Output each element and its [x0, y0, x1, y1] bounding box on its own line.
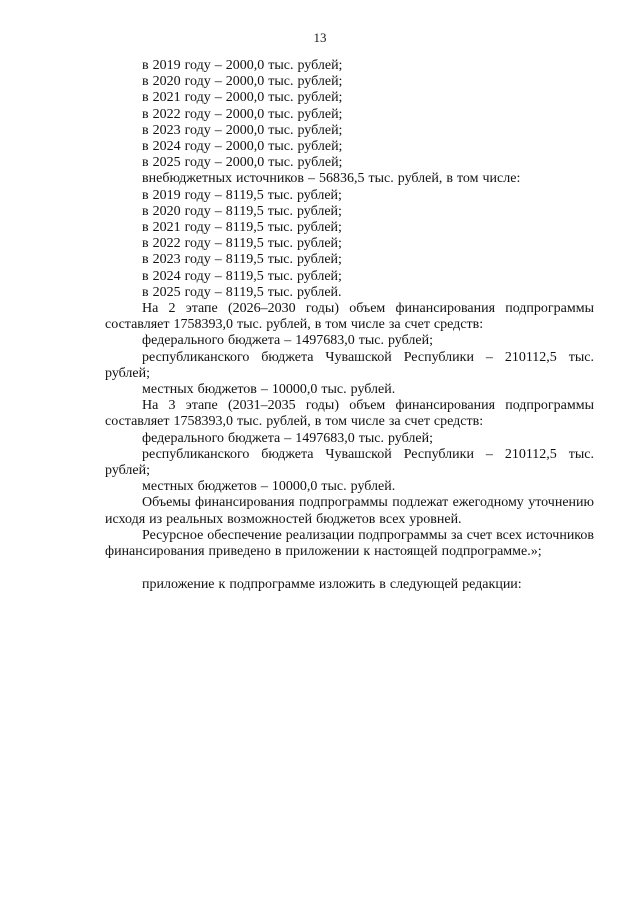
- paragraph: в 2024 году – 8119,5 тыс. рублей;: [142, 268, 342, 284]
- paragraph: в 2021 году – 8119,5 тыс. рублей;: [142, 220, 342, 236]
- paragraph: местных бюджетов – 10000,0 тыс. рублей.: [142, 479, 396, 495]
- paragraph: в 2024 году – 2000,0 тыс. рублей;: [142, 139, 343, 155]
- paragraph: На 2 этапе (2026–2030 годы) объем финансирования подпрограммы составляет 1758393,0 тыс. рублей, в том числе за счет средств:: [105, 301, 594, 333]
- paragraph: в 2021 году – 2000,0 тыс. рублей;: [142, 90, 343, 106]
- page-number: 13: [313, 30, 327, 45]
- paragraph: местных бюджетов – 10000,0 тыс. рублей.: [142, 382, 396, 398]
- paragraph: На 3 этапе (2031–2035 годы) объем финансирования подпрограммы составляет 1758393,0 тыс. рублей, в том числе за счет средств:: [105, 398, 594, 430]
- paragraph: в 2025 году – 2000,0 тыс. рублей;: [142, 155, 343, 171]
- paragraph: в 2020 году – 8119,5 тыс. рублей;: [142, 203, 342, 219]
- paragraph: федерального бюджета – 1497683,0 тыс. рублей;: [142, 333, 433, 349]
- paragraph: республиканского бюджета Чувашской Республики – 210112,5 тыс. рублей;: [105, 349, 594, 381]
- paragraph: в 2023 году – 8119,5 тыс. рублей;: [142, 252, 342, 268]
- paragraph: федерального бюджета – 1497683,0 тыс. рублей;: [142, 430, 433, 446]
- paragraph-list: [105, 58, 594, 560]
- paragraph: в 2023 году – 2000,0 тыс. рублей;: [142, 122, 343, 138]
- paragraph: в 2025 году – 8119,5 тыс. рублей.: [142, 284, 342, 300]
- document-body: [105, 58, 594, 594]
- closing-paragraph: приложение к подпрограмме изложить в следующей редакции:: [142, 577, 522, 593]
- paragraph: в 2022 году – 8119,5 тыс. рублей;: [142, 236, 342, 252]
- paragraph: внебюджетных источников – 56836,5 тыс. рублей, в том числе:: [142, 171, 521, 187]
- paragraph: Объемы финансирования подпрограммы подлежат ежегодному уточнению исходя из реальных возможностей бюджетов всех уровней.: [105, 495, 594, 527]
- paragraph: в 2019 году – 2000,0 тыс. рублей;: [142, 58, 343, 73]
- paragraph: в 2020 году – 2000,0 тыс. рублей;: [142, 74, 343, 90]
- paragraph: в 2022 году – 2000,0 тыс. рублей;: [142, 106, 343, 122]
- paragraph: Ресурсное обеспечение реализации подпрограммы за счет всех источников финансирования приведено в приложении к настоящей подпрограмме.»;: [105, 527, 595, 560]
- paragraph: республиканского бюджета Чувашской Республики – 210112,5 тыс. рублей;: [105, 446, 594, 479]
- paragraph: в 2019 году – 8119,5 тыс. рублей;: [142, 187, 342, 203]
